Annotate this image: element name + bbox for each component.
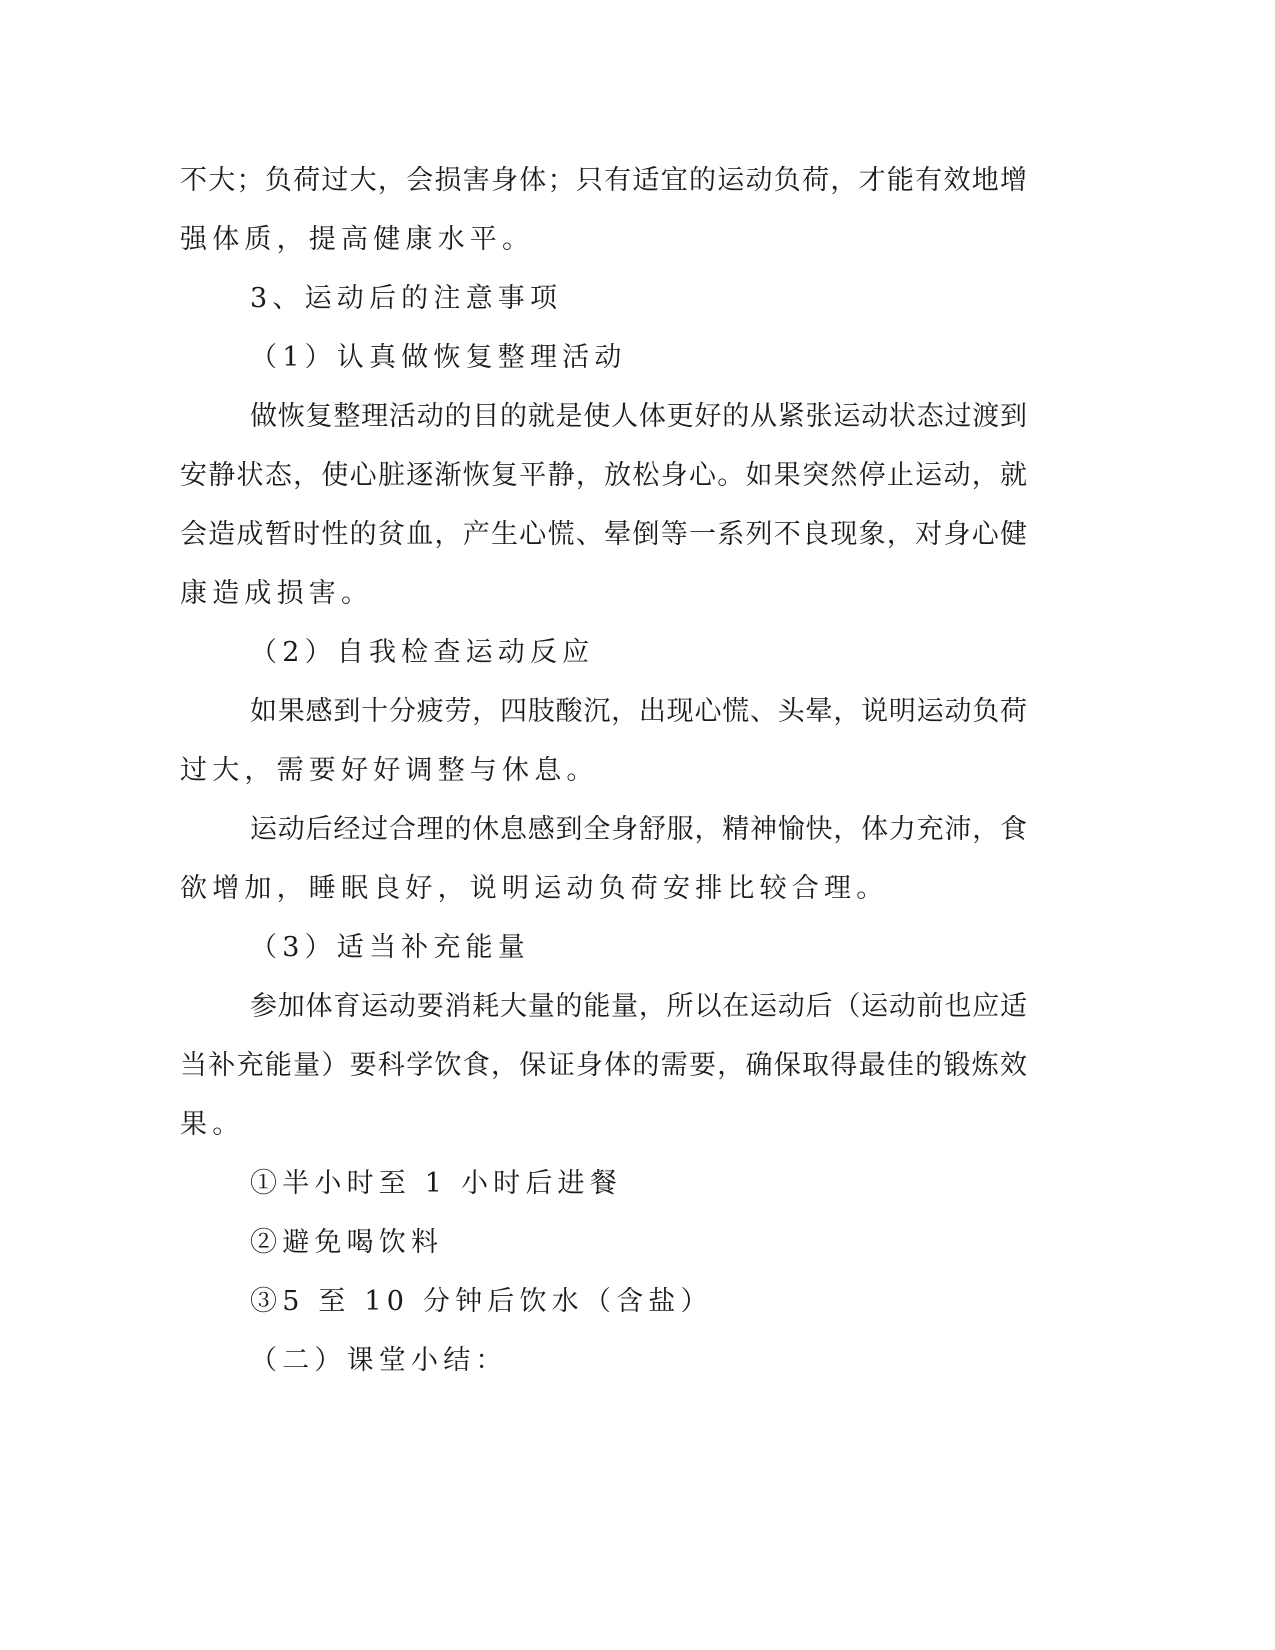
text-line: 果。	[180, 1109, 245, 1140]
subsection-heading: （3）适当补充能量	[250, 932, 530, 963]
subsection-heading: （1）认真做恢复整理活动	[250, 342, 627, 373]
list-item: ①半小时至 1 小时后进餐	[250, 1168, 622, 1199]
list-item: ③5 至 10 分钟后饮水（含盐）	[250, 1286, 713, 1317]
text-line: 如果感到十分疲劳，四肢酸沉，出现心慌、头晕，说明运动负荷	[250, 696, 1027, 727]
subsection-heading: （2）自我检查运动反应	[250, 637, 595, 668]
text-line: 欲增加，睡眠良好，说明运动负荷安排比较合理。	[180, 873, 889, 904]
text-line: 当补充能量）要科学饮食，保证身体的需要，确保取得最佳的锻炼效	[180, 1050, 1027, 1081]
text-line: 过大，需要好好调整与休息。	[180, 755, 599, 786]
text-line: 康造成损害。	[180, 578, 374, 609]
section-heading: 3、运动后的注意事项	[250, 283, 563, 314]
text-line: 强体质，提高健康水平。	[180, 224, 535, 255]
text-line: 会造成暂时性的贫血，产生心慌、晕倒等一系列不良现象，对身心健	[180, 519, 1027, 550]
text-line: 参加体育运动要消耗大量的能量，所以在运动后（运动前也应适	[250, 991, 1027, 1022]
text-line: 不大；负荷过大，会损害身体；只有适宜的运动负荷，才能有效地增	[180, 165, 1027, 196]
text-line: 运动后经过合理的休息感到全身舒服，精神愉快，体力充沛，食	[250, 814, 1027, 845]
text-line: 安静状态，使心脏逐渐恢复平静，放松身心。如果突然停止运动，就	[180, 460, 1027, 491]
section-heading: （二）课堂小结：	[250, 1345, 508, 1376]
list-item: ②避免喝饮料	[250, 1227, 444, 1258]
text-line: 做恢复整理活动的目的就是使人体更好的从紧张运动状态过渡到	[250, 401, 1027, 432]
